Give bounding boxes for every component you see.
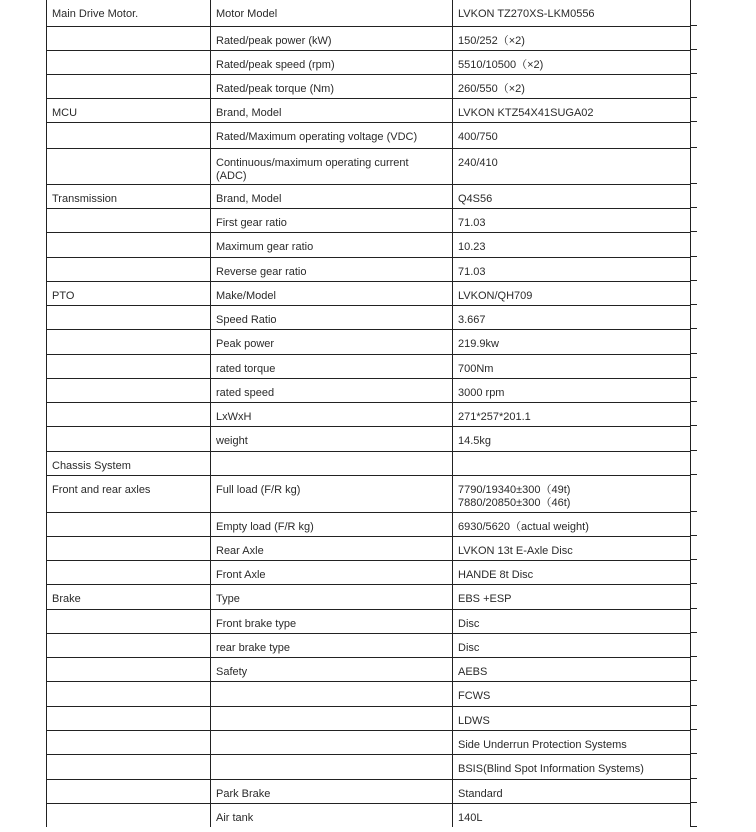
row-edge-tick bbox=[690, 73, 697, 74]
value-cell bbox=[453, 657, 691, 681]
table-row bbox=[47, 754, 691, 779]
table-row bbox=[47, 584, 691, 609]
table-row bbox=[47, 74, 691, 98]
value-cell bbox=[453, 451, 691, 475]
row-edge-tick bbox=[690, 97, 697, 98]
table-row bbox=[47, 681, 691, 706]
row-edge-tick bbox=[690, 147, 697, 148]
value-cell bbox=[453, 378, 691, 402]
parameter-cell-text: Type bbox=[216, 592, 240, 605]
row-edge-tick bbox=[690, 583, 697, 584]
value-cell-text: 5510/10500（×2) bbox=[458, 58, 544, 71]
category-cell-text bbox=[52, 561, 205, 569]
value-cell bbox=[453, 779, 691, 803]
value-cell bbox=[453, 74, 691, 98]
value-cell-text: 271*257*201.1 bbox=[458, 410, 531, 423]
value-cell bbox=[453, 475, 691, 512]
value-cell bbox=[453, 681, 691, 706]
value-cell bbox=[453, 803, 691, 827]
parameter-cell-text bbox=[216, 731, 447, 739]
table-row bbox=[47, 451, 691, 475]
parameter-cell bbox=[211, 208, 453, 232]
category-cell-text: Transmission bbox=[52, 192, 117, 205]
category-cell bbox=[47, 50, 211, 74]
row-edge-tick bbox=[690, 559, 697, 560]
table-row bbox=[47, 512, 691, 536]
category-cell bbox=[47, 232, 211, 257]
parameter-cell bbox=[211, 281, 453, 305]
category-cell-text: MCU bbox=[52, 106, 78, 119]
parameter-cell-text: Brand, Model bbox=[216, 192, 282, 205]
category-cell bbox=[47, 633, 211, 657]
category-cell bbox=[47, 560, 211, 584]
category-cell-text bbox=[52, 403, 205, 411]
value-cell bbox=[453, 354, 691, 378]
category-cell-text bbox=[52, 75, 205, 83]
row-edge-tick bbox=[690, 425, 697, 426]
table-row bbox=[47, 257, 691, 281]
category-cell bbox=[47, 305, 211, 329]
row-edge-tick bbox=[690, 231, 697, 232]
category-cell-text bbox=[52, 682, 205, 690]
category-cell bbox=[47, 26, 211, 50]
row-edge-tick bbox=[690, 450, 697, 451]
parameter-cell bbox=[211, 706, 453, 730]
category-cell-text bbox=[52, 537, 205, 545]
row-edge-tick bbox=[690, 802, 697, 803]
category-cell bbox=[47, 657, 211, 681]
row-edge-tick bbox=[690, 256, 697, 257]
value-cell bbox=[453, 536, 691, 560]
value-cell-text bbox=[458, 452, 685, 460]
parameter-cell bbox=[211, 329, 453, 354]
category-cell bbox=[47, 208, 211, 232]
parameter-cell-text: Maximum gear ratio bbox=[216, 240, 314, 253]
category-cell-text: PTO bbox=[52, 289, 75, 302]
parameter-cell bbox=[211, 584, 453, 609]
parameter-cell-text: Rated/peak speed (rpm) bbox=[216, 58, 335, 71]
category-cell bbox=[47, 354, 211, 378]
parameter-cell-text bbox=[216, 707, 447, 715]
category-cell bbox=[47, 475, 211, 512]
category-cell bbox=[47, 184, 211, 208]
row-edge-tick bbox=[690, 49, 697, 50]
parameter-cell bbox=[211, 26, 453, 50]
value-cell-text: EBS +ESP bbox=[458, 592, 512, 605]
value-cell-text: AEBS bbox=[458, 665, 488, 678]
value-cell-text: Q4S56 bbox=[458, 192, 493, 205]
value-cell bbox=[453, 232, 691, 257]
value-cell-text: Disc bbox=[458, 617, 480, 630]
table-row bbox=[47, 208, 691, 232]
value-cell-text: Side Underrun Protection Systems bbox=[458, 738, 627, 751]
category-cell-text: Brake bbox=[52, 592, 81, 605]
category-cell-text bbox=[52, 804, 205, 812]
category-cell-text bbox=[52, 330, 205, 338]
value-cell-text: Standard bbox=[458, 787, 503, 800]
table-row bbox=[47, 148, 691, 184]
table-row bbox=[47, 475, 691, 512]
value-cell bbox=[453, 98, 691, 122]
row-edge-tick bbox=[690, 778, 697, 779]
category-cell bbox=[47, 329, 211, 354]
parameter-cell bbox=[211, 184, 453, 208]
parameter-cell bbox=[211, 378, 453, 402]
value-cell bbox=[453, 329, 691, 354]
table-row bbox=[47, 26, 691, 50]
parameter-cell bbox=[211, 633, 453, 657]
category-cell-text: Front and rear axles bbox=[52, 483, 151, 496]
value-cell-text: 150/252（×2) bbox=[458, 34, 525, 47]
category-cell-text bbox=[52, 149, 205, 157]
parameter-cell bbox=[211, 681, 453, 706]
table-row bbox=[47, 98, 691, 122]
table-row bbox=[47, 402, 691, 426]
category-cell-text bbox=[52, 233, 205, 241]
parameter-cell bbox=[211, 754, 453, 779]
row-edge-tick bbox=[690, 680, 697, 681]
parameter-cell bbox=[211, 232, 453, 257]
table-row bbox=[47, 378, 691, 402]
category-cell-text bbox=[52, 731, 205, 739]
parameter-cell-text: weight bbox=[216, 434, 248, 447]
category-cell-text bbox=[52, 123, 205, 131]
parameter-cell-text: Safety bbox=[216, 665, 248, 678]
row-edge-tick bbox=[690, 632, 697, 633]
parameter-cell bbox=[211, 122, 453, 148]
category-cell bbox=[47, 451, 211, 475]
value-cell-text: 14.5kg bbox=[458, 434, 492, 447]
row-edge-tick bbox=[690, 705, 697, 706]
value-cell-text: 400/750 bbox=[458, 130, 498, 143]
table-row bbox=[47, 779, 691, 803]
row-edge-tick bbox=[690, 753, 697, 754]
table-row bbox=[47, 633, 691, 657]
category-cell bbox=[47, 584, 211, 609]
table-row bbox=[47, 305, 691, 329]
parameter-cell bbox=[211, 512, 453, 536]
parameter-cell-text: Rated/peak torque (Nm) bbox=[216, 82, 334, 95]
value-cell bbox=[453, 184, 691, 208]
table-row bbox=[47, 657, 691, 681]
table-edge-markers bbox=[690, 0, 698, 832]
parameter-cell-text: rated speed bbox=[216, 386, 275, 399]
table-row bbox=[47, 281, 691, 305]
table-row bbox=[47, 0, 691, 26]
parameter-cell bbox=[211, 475, 453, 512]
category-cell-text bbox=[52, 707, 205, 715]
value-cell-text: 10.23 bbox=[458, 240, 486, 253]
row-edge-tick bbox=[690, 656, 697, 657]
row-edge-tick bbox=[690, 121, 697, 122]
category-cell-text bbox=[52, 658, 205, 666]
category-cell bbox=[47, 754, 211, 779]
value-cell-text: 7790/19340±300（49t) 7880/20850±300（46t) bbox=[458, 483, 571, 509]
value-cell bbox=[453, 0, 691, 26]
parameter-cell bbox=[211, 536, 453, 560]
value-cell bbox=[453, 706, 691, 730]
parameter-cell-text: First gear ratio bbox=[216, 216, 287, 229]
value-cell-text: LVKON TZ270XS-LKM0556 bbox=[458, 8, 595, 20]
table-row bbox=[47, 122, 691, 148]
parameter-cell bbox=[211, 803, 453, 827]
value-cell-text: 6930/5620（actual weight) bbox=[458, 520, 589, 533]
value-cell bbox=[453, 208, 691, 232]
category-cell-text bbox=[52, 780, 205, 788]
category-cell-text bbox=[52, 258, 205, 266]
row-edge-tick bbox=[690, 328, 697, 329]
parameter-cell bbox=[211, 354, 453, 378]
parameter-cell-text: Brand, Model bbox=[216, 106, 282, 119]
value-cell-text: 260/550（×2) bbox=[458, 82, 525, 95]
row-edge-tick bbox=[690, 377, 697, 378]
parameter-cell bbox=[211, 74, 453, 98]
category-cell bbox=[47, 74, 211, 98]
value-cell bbox=[453, 257, 691, 281]
category-cell bbox=[47, 730, 211, 754]
category-cell-text bbox=[52, 513, 205, 521]
value-cell bbox=[453, 560, 691, 584]
value-cell-text: LDWS bbox=[458, 714, 490, 727]
parameter-cell bbox=[211, 560, 453, 584]
row-edge-tick bbox=[690, 729, 697, 730]
table-row bbox=[47, 329, 691, 354]
value-cell-text: 219.9kw bbox=[458, 337, 499, 350]
category-cell bbox=[47, 378, 211, 402]
value-cell-text: 140L bbox=[458, 811, 483, 824]
value-cell bbox=[453, 633, 691, 657]
value-cell bbox=[453, 402, 691, 426]
parameter-cell bbox=[211, 257, 453, 281]
category-cell-text bbox=[52, 634, 205, 642]
row-edge-tick bbox=[690, 207, 697, 208]
category-cell-text: Main Drive Motor. bbox=[52, 8, 139, 20]
value-cell-text: HANDE 8t Disc bbox=[458, 568, 534, 581]
value-cell bbox=[453, 26, 691, 50]
row-edge-tick bbox=[690, 25, 697, 26]
value-cell bbox=[453, 426, 691, 451]
parameter-cell bbox=[211, 779, 453, 803]
value-cell-text: 3.667 bbox=[458, 313, 486, 326]
parameter-cell-text: Rear Axle bbox=[216, 544, 264, 557]
table-row bbox=[47, 536, 691, 560]
table-row bbox=[47, 354, 691, 378]
row-edge-tick bbox=[690, 608, 697, 609]
row-edge-tick bbox=[690, 280, 697, 281]
category-cell-text: Chassis System bbox=[52, 459, 131, 472]
row-edge-tick bbox=[690, 304, 697, 305]
category-cell bbox=[47, 512, 211, 536]
row-edge-tick bbox=[690, 474, 697, 475]
value-cell bbox=[453, 50, 691, 74]
parameter-cell bbox=[211, 98, 453, 122]
parameter-cell-text bbox=[216, 452, 447, 460]
parameter-cell bbox=[211, 657, 453, 681]
parameter-cell-text: LxWxH bbox=[216, 410, 252, 423]
parameter-cell bbox=[211, 451, 453, 475]
value-cell-text: LVKON/QH709 bbox=[458, 289, 533, 302]
parameter-cell bbox=[211, 50, 453, 74]
value-cell-text: LVKON KTZ54X41SUGA02 bbox=[458, 106, 594, 119]
parameter-cell-text: rear brake type bbox=[216, 641, 290, 654]
value-cell bbox=[453, 512, 691, 536]
row-edge-tick bbox=[690, 401, 697, 402]
value-cell-text: Disc bbox=[458, 641, 480, 654]
parameter-cell bbox=[211, 426, 453, 451]
parameter-cell-text bbox=[216, 682, 447, 690]
parameter-cell-text: Speed Ratio bbox=[216, 313, 277, 326]
category-cell bbox=[47, 402, 211, 426]
parameter-cell-text: Reverse gear ratio bbox=[216, 265, 307, 278]
category-cell bbox=[47, 98, 211, 122]
row-edge-tick bbox=[690, 353, 697, 354]
parameter-cell bbox=[211, 609, 453, 633]
value-cell bbox=[453, 305, 691, 329]
parameter-cell-text: Front brake type bbox=[216, 617, 297, 630]
table-row bbox=[47, 426, 691, 451]
parameter-cell-text: rated torque bbox=[216, 362, 276, 375]
parameter-cell-text: Continuous/maximum operating current (ADC) bbox=[216, 156, 409, 182]
parameter-cell-text: Park Brake bbox=[216, 787, 271, 800]
parameter-cell bbox=[211, 730, 453, 754]
parameter-cell-text: Motor Model bbox=[216, 8, 278, 20]
category-cell bbox=[47, 779, 211, 803]
category-cell bbox=[47, 148, 211, 184]
value-cell-text: 71.03 bbox=[458, 216, 486, 229]
parameter-cell-text: Empty load (F/R kg) bbox=[216, 520, 314, 533]
value-cell-text: LVKON 13t E-Axle Disc bbox=[458, 544, 573, 557]
value-cell bbox=[453, 584, 691, 609]
parameter-cell-text: Rated/peak power (kW) bbox=[216, 34, 332, 47]
row-edge-tick bbox=[690, 826, 697, 827]
category-cell bbox=[47, 706, 211, 730]
value-cell-text: 700Nm bbox=[458, 362, 494, 375]
table-row bbox=[47, 609, 691, 633]
table-row bbox=[47, 706, 691, 730]
parameter-cell bbox=[211, 0, 453, 26]
value-cell bbox=[453, 122, 691, 148]
row-edge-tick bbox=[690, 511, 697, 512]
category-cell bbox=[47, 122, 211, 148]
table-row bbox=[47, 803, 691, 827]
parameter-cell-text bbox=[216, 755, 447, 763]
specification-table bbox=[46, 0, 691, 827]
table-row bbox=[47, 560, 691, 584]
category-cell-text bbox=[52, 755, 205, 763]
parameter-cell-text: Rated/Maximum operating voltage (VDC) bbox=[216, 130, 418, 143]
category-cell bbox=[47, 281, 211, 305]
row-edge-tick bbox=[690, 535, 697, 536]
table-row bbox=[47, 232, 691, 257]
category-cell-text bbox=[52, 209, 205, 217]
value-cell bbox=[453, 609, 691, 633]
category-cell-text bbox=[52, 379, 205, 387]
category-cell-text bbox=[52, 27, 205, 35]
category-cell bbox=[47, 426, 211, 451]
row-edge-tick bbox=[690, 183, 697, 184]
specification-table-body bbox=[47, 0, 691, 827]
table-row bbox=[47, 184, 691, 208]
value-cell-text: 71.03 bbox=[458, 265, 486, 278]
value-cell-text: FCWS bbox=[458, 689, 491, 702]
parameter-cell-text: Front Axle bbox=[216, 568, 266, 581]
category-cell bbox=[47, 257, 211, 281]
value-cell-text: 3000 rpm bbox=[458, 386, 505, 399]
parameter-cell bbox=[211, 305, 453, 329]
category-cell bbox=[47, 536, 211, 560]
category-cell bbox=[47, 681, 211, 706]
category-cell-text bbox=[52, 51, 205, 59]
category-cell-text bbox=[52, 306, 205, 314]
category-cell-text bbox=[52, 355, 205, 363]
category-cell-text bbox=[52, 427, 205, 435]
table-row bbox=[47, 50, 691, 74]
category-cell-text bbox=[52, 610, 205, 618]
value-cell bbox=[453, 754, 691, 779]
value-cell bbox=[453, 730, 691, 754]
parameter-cell bbox=[211, 402, 453, 426]
parameter-cell-text: Make/Model bbox=[216, 289, 276, 302]
table-row bbox=[47, 730, 691, 754]
value-cell bbox=[453, 148, 691, 184]
category-cell bbox=[47, 0, 211, 26]
parameter-cell-text: Peak power bbox=[216, 337, 275, 350]
value-cell-text: BSIS(Blind Spot Information Systems) bbox=[458, 762, 644, 775]
value-cell-text: 240/410 bbox=[458, 156, 498, 169]
parameter-cell-text: Air tank bbox=[216, 811, 254, 824]
category-cell bbox=[47, 609, 211, 633]
parameter-cell-text: Full load (F/R kg) bbox=[216, 483, 301, 496]
value-cell bbox=[453, 281, 691, 305]
category-cell bbox=[47, 803, 211, 827]
parameter-cell bbox=[211, 148, 453, 184]
